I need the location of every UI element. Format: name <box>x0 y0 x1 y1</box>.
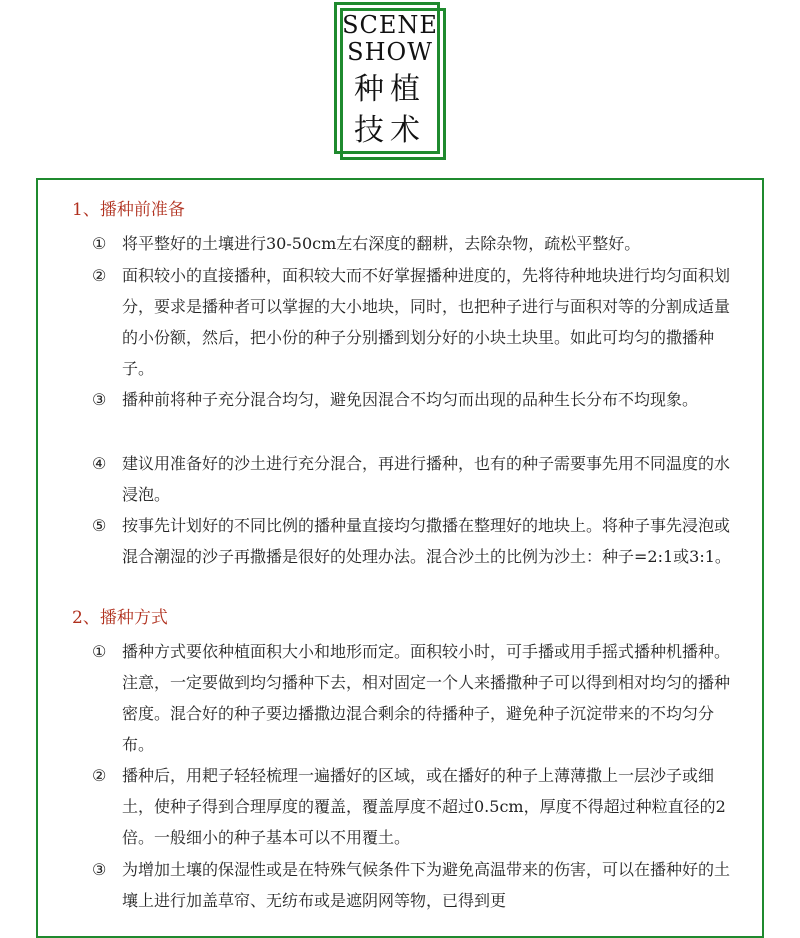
badge-en-line2: SHOW <box>347 38 433 66</box>
content-box <box>36 178 764 938</box>
list-item <box>92 228 742 259</box>
item-text: 播种方式要依种植面积大小和地形而定。面积较小时，可手播或用手摇式播种机播种。注意，一定要做到均匀播种下去，相对固定一个人来播撒种子可以得到相对均匀的播种密度。混合好的种子要边播撒边混合剩余的待播种子，避免种子沉淀带来的不均匀分布。 <box>122 642 731 754</box>
item-number: ① <box>92 642 107 661</box>
list-item <box>92 854 742 916</box>
section-title-1: 1、播种前准备 <box>72 200 185 220</box>
item-number: ② <box>92 766 107 785</box>
item-number: ① <box>92 234 107 253</box>
item-text: 按事先计划好的不同比例的播种量直接均匀撒播在整理好的地块上。将种子事先浸泡或混合潮湿的沙子再撒播是很好的处理办法。混合沙土的比例为沙土：种子=2:1或3:1。 <box>122 516 731 566</box>
list-item <box>92 760 742 853</box>
list-item <box>92 448 742 510</box>
badge-en-line1: SCENE <box>342 11 438 39</box>
item-number: ⑤ <box>92 516 107 535</box>
item-number: ③ <box>92 860 107 879</box>
item-text: 播种前将种子充分混合均匀，避免因混合不均匀而出现的品种生长分布不均现象。 <box>122 390 699 409</box>
list-item <box>92 260 742 384</box>
badge-cn-line2: 技术 <box>354 113 426 148</box>
item-text: 为增加土壤的保湿性或是在特殊气候条件下为避免高温带来的伤害，可以在播种好的土壤上进行加盖草帘、无纺布或是遮阴网等物，已得到更 <box>122 860 731 910</box>
section-title-2: 2、播种方式 <box>72 608 168 628</box>
list-item <box>92 510 742 572</box>
item-text: 播种后，用耙子轻轻梳理一遍播好的区域，或在播好的种子上薄薄撒上一层沙子或细土，使种子得到合理厚度的覆盖，覆盖厚度不超过0.5cm，厚度不得超过种粒直径的2倍。一般细小的种子基本可以不用覆土。 <box>122 766 726 847</box>
item-text: 面积较小的直接播种，面积较大而不好掌握播种进度的，先将待种地块进行均匀面积划分，要求是播种者可以掌握的大小地块，同时，也把种子进行与面积对等的分割成适量的小份额，然后，把小份的种子分别播到划分好的小块土块里。如此可均匀的撒播种子。 <box>122 266 731 378</box>
item-number: ② <box>92 266 107 285</box>
item-text: 将平整好的土壤进行30-50cm左右深度的翻耕，去除杂物，疏松平整好。 <box>122 234 641 253</box>
item-number: ④ <box>92 454 107 473</box>
badge-cn-line1: 种植 <box>354 72 426 107</box>
list-item <box>92 384 742 415</box>
list-item <box>92 636 742 760</box>
scene-show-badge <box>334 2 446 160</box>
badge-text <box>334 12 446 148</box>
item-number: ③ <box>92 390 107 409</box>
item-text: 建议用准备好的沙土进行充分混合，再进行播种，也有的种子需要事先用不同温度的水浸泡。 <box>122 454 731 504</box>
